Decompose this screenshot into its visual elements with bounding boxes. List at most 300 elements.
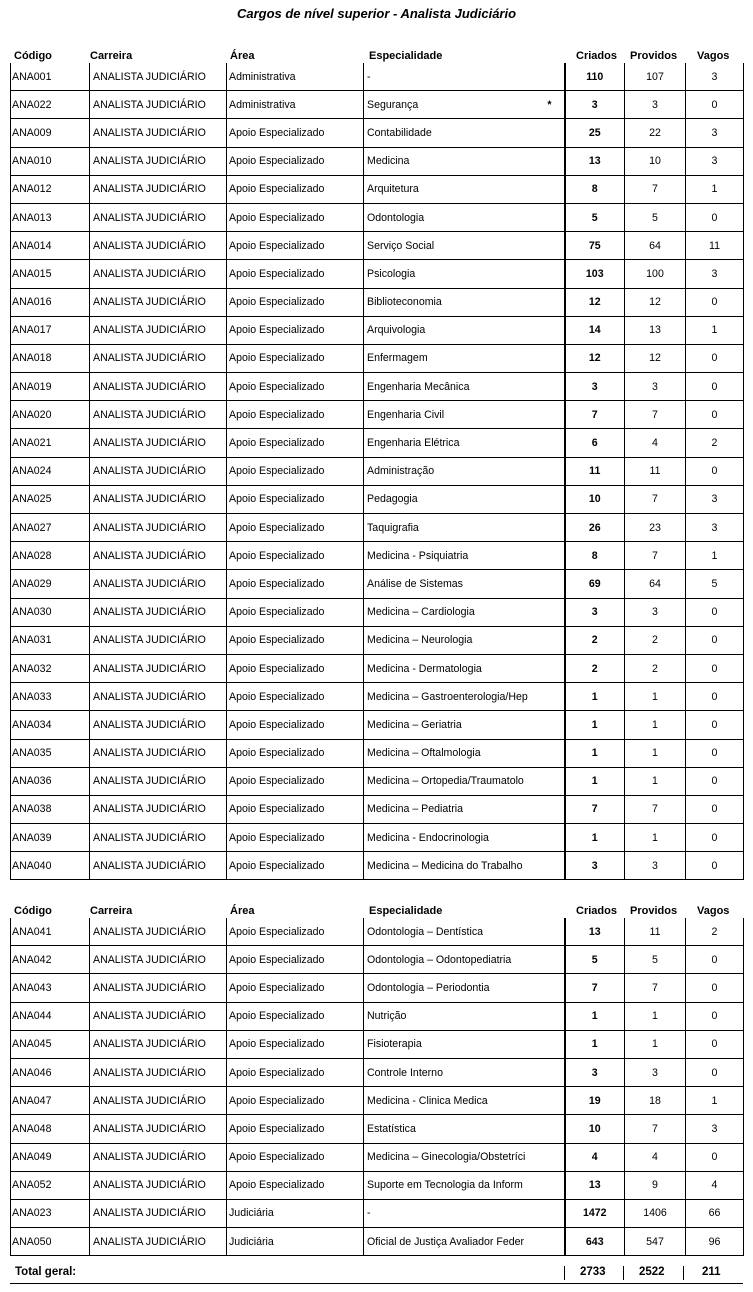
cell-codigo: ANA048 xyxy=(11,1115,90,1143)
cell-criados: 19 xyxy=(565,1087,625,1115)
cell-area: Apoio Especializado xyxy=(227,711,364,739)
cell-criados: 26 xyxy=(565,514,625,542)
table-header-2 xyxy=(0,905,753,919)
table-row xyxy=(11,824,744,852)
header-providos: Providos xyxy=(630,50,678,62)
cell-carreira: ANALISTA JUDICIÁRIO xyxy=(90,1199,227,1227)
cell-criados: 25 xyxy=(565,119,625,147)
cell-especialidade xyxy=(364,626,565,654)
cell-vagos: 0 xyxy=(686,1143,744,1171)
cell-especialidade xyxy=(364,316,565,344)
cell-especialidade xyxy=(364,1199,565,1227)
cell-especialidade xyxy=(364,683,565,711)
cell-area: Apoio Especializado xyxy=(227,1171,364,1199)
cell-area: Apoio Especializado xyxy=(227,683,364,711)
cell-carreira: ANALISTA JUDICIÁRIO xyxy=(90,654,227,682)
cell-vagos: 0 xyxy=(686,767,744,795)
cell-codigo: ANA042 xyxy=(11,946,90,974)
table-row xyxy=(11,344,744,372)
cell-providos: 3 xyxy=(625,91,686,119)
cell-carreira: ANALISTA JUDICIÁRIO xyxy=(90,232,227,260)
cell-providos: 7 xyxy=(625,485,686,513)
table-row xyxy=(11,1143,744,1171)
cell-carreira: ANALISTA JUDICIÁRIO xyxy=(90,1002,227,1030)
header-carreira: Carreira xyxy=(90,50,133,62)
cell-vagos: 5 xyxy=(686,570,744,598)
table-row xyxy=(11,570,744,598)
cell-especialidade xyxy=(364,1030,565,1058)
cell-codigo: ANA047 xyxy=(11,1087,90,1115)
cell-criados: 8 xyxy=(565,175,625,203)
cell-especialidade xyxy=(364,711,565,739)
total-providos: 2522 xyxy=(639,1266,665,1278)
cell-codigo: ANA046 xyxy=(11,1058,90,1086)
cell-criados: 1 xyxy=(565,739,625,767)
especialidade-text: Fisioterapia xyxy=(367,1038,422,1051)
table-row xyxy=(11,1030,744,1058)
cell-codigo: ANA050 xyxy=(11,1228,90,1256)
cell-especialidade xyxy=(364,373,565,401)
cell-especialidade xyxy=(364,739,565,767)
especialidade-text: Odontologia – Dentística xyxy=(367,925,484,938)
table-row xyxy=(11,654,744,682)
especialidade-text: Serviço Social xyxy=(367,239,435,252)
cell-providos: 1 xyxy=(625,739,686,767)
cell-carreira: ANALISTA JUDICIÁRIO xyxy=(90,570,227,598)
cell-criados: 3 xyxy=(565,1058,625,1086)
cell-area: Apoio Especializado xyxy=(227,767,364,795)
cell-area: Apoio Especializado xyxy=(227,1115,364,1143)
cell-carreira: ANALISTA JUDICIÁRIO xyxy=(90,401,227,429)
cell-providos: 1 xyxy=(625,767,686,795)
cell-vagos: 3 xyxy=(686,485,744,513)
header-vagos: Vagos xyxy=(697,50,730,62)
cell-providos: 7 xyxy=(625,175,686,203)
cell-codigo: ANA019 xyxy=(11,373,90,401)
cell-codigo: ANA016 xyxy=(11,288,90,316)
especialidade-text: Taquigrafia xyxy=(367,521,419,534)
cell-providos: 12 xyxy=(625,344,686,372)
cell-providos: 64 xyxy=(625,570,686,598)
cell-codigo: ANA014 xyxy=(11,232,90,260)
table-row xyxy=(11,767,744,795)
cell-criados: 7 xyxy=(565,974,625,1002)
cell-especialidade xyxy=(364,1058,565,1086)
especialidade-text: Medicina – Ginecologia/Obstetríci xyxy=(367,1151,526,1164)
cell-codigo: ANA041 xyxy=(11,918,90,946)
cell-vagos: 3 xyxy=(686,1115,744,1143)
cell-vagos: 0 xyxy=(686,203,744,231)
cell-providos: 4 xyxy=(625,429,686,457)
cell-providos: 1406 xyxy=(625,1199,686,1227)
cell-providos: 7 xyxy=(625,974,686,1002)
cell-criados: 12 xyxy=(565,288,625,316)
cell-providos: 107 xyxy=(625,63,686,91)
page-title: Cargos de nível superior - Analista Judiciário xyxy=(236,6,517,21)
cell-especialidade xyxy=(364,767,565,795)
cell-carreira: ANALISTA JUDICIÁRIO xyxy=(90,795,227,823)
especialidade-text: Odontologia – Odontopediatria xyxy=(367,953,512,966)
especialidade-text: Arquitetura xyxy=(367,183,419,196)
cell-criados: 110 xyxy=(565,63,625,91)
cell-codigo: ANA033 xyxy=(11,683,90,711)
cell-providos: 10 xyxy=(625,147,686,175)
cell-vagos: 1 xyxy=(686,542,744,570)
cell-codigo: ANA044 xyxy=(11,1002,90,1030)
cell-vagos: 0 xyxy=(686,711,744,739)
cell-carreira: ANALISTA JUDICIÁRIO xyxy=(90,429,227,457)
header-criados: Criados xyxy=(576,905,617,917)
cell-area: Apoio Especializado xyxy=(227,739,364,767)
cell-criados: 14 xyxy=(565,316,625,344)
cell-carreira: ANALISTA JUDICIÁRIO xyxy=(90,598,227,626)
table-row xyxy=(11,739,744,767)
cell-codigo: ANA029 xyxy=(11,570,90,598)
table-row xyxy=(11,1228,744,1256)
especialidade-text: Medicina – Neurologia xyxy=(367,634,473,647)
cell-area: Apoio Especializado xyxy=(227,1002,364,1030)
cell-criados: 3 xyxy=(565,598,625,626)
table-row xyxy=(11,485,744,513)
cell-area: Apoio Especializado xyxy=(227,824,364,852)
table-row xyxy=(11,1087,744,1115)
cell-carreira: ANALISTA JUDICIÁRIO xyxy=(90,203,227,231)
table-row xyxy=(11,1199,744,1227)
cell-carreira: ANALISTA JUDICIÁRIO xyxy=(90,683,227,711)
cell-especialidade xyxy=(364,401,565,429)
total-criados: 2733 xyxy=(580,1266,606,1278)
cell-area: Apoio Especializado xyxy=(227,795,364,823)
positions-table-2 xyxy=(10,918,744,1256)
cell-vagos: 11 xyxy=(686,232,744,260)
especialidade-text: Medicina - Dermatologia xyxy=(367,662,482,675)
header-area: Área xyxy=(230,50,255,62)
especialidade-text: Medicina - Psiquiatria xyxy=(367,549,469,562)
cell-area: Apoio Especializado xyxy=(227,203,364,231)
footnote-marker: * xyxy=(547,98,552,111)
table-row xyxy=(11,457,744,485)
cell-criados: 13 xyxy=(565,147,625,175)
especialidade-text: Controle Interno xyxy=(367,1066,443,1079)
cell-codigo: ANA021 xyxy=(11,429,90,457)
cell-vagos: 0 xyxy=(686,373,744,401)
table-row xyxy=(11,683,744,711)
cell-providos: 5 xyxy=(625,946,686,974)
table-row xyxy=(11,1002,744,1030)
cell-especialidade xyxy=(364,1115,565,1143)
cell-criados: 643 xyxy=(565,1228,625,1256)
table-row xyxy=(11,852,744,880)
cell-vagos: 0 xyxy=(686,626,744,654)
cell-area: Apoio Especializado xyxy=(227,119,364,147)
cell-vagos: 0 xyxy=(686,824,744,852)
especialidade-text: Medicina - Clinica Medica xyxy=(367,1094,488,1107)
cell-especialidade xyxy=(364,1143,565,1171)
cell-providos: 12 xyxy=(625,288,686,316)
especialidade-text: Contabilidade xyxy=(367,126,432,139)
cell-codigo: ANA043 xyxy=(11,974,90,1002)
cell-providos: 1 xyxy=(625,824,686,852)
cell-area: Apoio Especializado xyxy=(227,457,364,485)
total-row xyxy=(10,1263,743,1284)
cell-codigo: ANA028 xyxy=(11,542,90,570)
cell-providos: 2 xyxy=(625,626,686,654)
cell-vagos: 0 xyxy=(686,1058,744,1086)
especialidade-text: Oficial de Justiça Avaliador Feder xyxy=(367,1235,525,1248)
especialidade-text: Nutrição xyxy=(367,1010,407,1023)
cell-especialidade xyxy=(364,203,565,231)
table-row xyxy=(11,946,744,974)
especialidade-text: Suporte em Tecnologia da Inform xyxy=(367,1179,523,1192)
cell-carreira: ANALISTA JUDICIÁRIO xyxy=(90,147,227,175)
table-row xyxy=(11,1115,744,1143)
especialidade-text: Engenharia Elétrica xyxy=(367,437,460,450)
header-codigo: Código xyxy=(14,905,52,917)
header-providos: Providos xyxy=(630,905,678,917)
cell-criados: 13 xyxy=(565,1171,625,1199)
cell-carreira: ANALISTA JUDICIÁRIO xyxy=(90,946,227,974)
cell-vagos: 3 xyxy=(686,514,744,542)
cell-providos: 3 xyxy=(625,373,686,401)
especialidade-text: Psicologia xyxy=(367,267,416,280)
cell-vagos: 66 xyxy=(686,1199,744,1227)
cell-providos: 9 xyxy=(625,1171,686,1199)
especialidade-text: Estatística xyxy=(367,1122,416,1135)
especialidade-text: Medicina – Oftalmologia xyxy=(367,747,481,760)
cell-vagos: 0 xyxy=(686,683,744,711)
cell-providos: 1 xyxy=(625,1030,686,1058)
cell-codigo: ANA025 xyxy=(11,485,90,513)
cell-criados: 1 xyxy=(565,1002,625,1030)
cell-carreira: ANALISTA JUDICIÁRIO xyxy=(90,260,227,288)
cell-codigo: ANA030 xyxy=(11,598,90,626)
cell-criados: 1 xyxy=(565,1030,625,1058)
cell-providos: 5 xyxy=(625,203,686,231)
cell-carreira: ANALISTA JUDICIÁRIO xyxy=(90,373,227,401)
especialidade-text: Pedagogia xyxy=(367,493,418,506)
cell-codigo: ANA017 xyxy=(11,316,90,344)
cell-carreira: ANALISTA JUDICIÁRIO xyxy=(90,974,227,1002)
cell-criados: 6 xyxy=(565,429,625,457)
cell-criados: 3 xyxy=(565,373,625,401)
cell-area: Administrativa xyxy=(227,91,364,119)
cell-criados: 10 xyxy=(565,1115,625,1143)
cell-codigo: ANA001 xyxy=(11,63,90,91)
cell-criados: 5 xyxy=(565,203,625,231)
cell-area: Apoio Especializado xyxy=(227,654,364,682)
cell-area: Judiciária xyxy=(227,1199,364,1227)
cell-especialidade xyxy=(364,485,565,513)
cell-carreira: ANALISTA JUDICIÁRIO xyxy=(90,626,227,654)
header-carreira: Carreira xyxy=(90,905,133,917)
cell-vagos: 0 xyxy=(686,288,744,316)
cell-criados: 7 xyxy=(565,401,625,429)
cell-criados: 103 xyxy=(565,260,625,288)
especialidade-text: Biblioteconomia xyxy=(367,296,442,309)
table-row xyxy=(11,974,744,1002)
cell-especialidade xyxy=(364,147,565,175)
cell-especialidade xyxy=(364,1228,565,1256)
especialidade-text: Enfermagem xyxy=(367,352,428,365)
cell-criados: 1472 xyxy=(565,1199,625,1227)
cell-especialidade xyxy=(364,119,565,147)
cell-carreira: ANALISTA JUDICIÁRIO xyxy=(90,824,227,852)
cell-area: Apoio Especializado xyxy=(227,946,364,974)
cell-codigo: ANA031 xyxy=(11,626,90,654)
especialidade-text: Medicina – Gastroenterologia/Hep xyxy=(367,690,528,703)
especialidade-text: Engenharia Civil xyxy=(367,408,445,421)
cell-criados: 11 xyxy=(565,457,625,485)
cell-codigo: ANA045 xyxy=(11,1030,90,1058)
cell-especialidade xyxy=(364,918,565,946)
cell-criados: 1 xyxy=(565,824,625,852)
table-row xyxy=(11,203,744,231)
cell-codigo: ANA012 xyxy=(11,175,90,203)
especialidade-text: Segurança xyxy=(367,98,419,111)
cell-providos: 11 xyxy=(625,457,686,485)
cell-providos: 3 xyxy=(625,598,686,626)
cell-providos: 22 xyxy=(625,119,686,147)
cell-providos: 7 xyxy=(625,795,686,823)
table-row xyxy=(11,626,744,654)
cell-vagos: 1 xyxy=(686,1087,744,1115)
table-row xyxy=(11,119,744,147)
cell-carreira: ANALISTA JUDICIÁRIO xyxy=(90,542,227,570)
cell-providos: 7 xyxy=(625,542,686,570)
table-row xyxy=(11,147,744,175)
cell-vagos: 0 xyxy=(686,739,744,767)
table-row xyxy=(11,288,744,316)
cell-especialidade xyxy=(364,288,565,316)
header-area: Área xyxy=(230,905,255,917)
cell-especialidade xyxy=(364,429,565,457)
cell-area: Apoio Especializado xyxy=(227,288,364,316)
cell-vagos: 0 xyxy=(686,852,744,880)
cell-providos: 1 xyxy=(625,683,686,711)
table-row xyxy=(11,918,744,946)
table-row xyxy=(11,1171,744,1199)
cell-especialidade xyxy=(364,91,565,119)
cell-providos: 64 xyxy=(625,232,686,260)
cell-especialidade xyxy=(364,654,565,682)
cell-providos: 1 xyxy=(625,711,686,739)
cell-codigo: ANA052 xyxy=(11,1171,90,1199)
cell-vagos: 0 xyxy=(686,946,744,974)
cell-vagos: 2 xyxy=(686,918,744,946)
cell-vagos: 0 xyxy=(686,344,744,372)
cell-vagos: 0 xyxy=(686,457,744,485)
cell-vagos: 0 xyxy=(686,795,744,823)
header-especialidade: Especialidade xyxy=(369,905,443,917)
cell-criados: 7 xyxy=(565,795,625,823)
header-especialidade: Especialidade xyxy=(369,50,443,62)
cell-area: Apoio Especializado xyxy=(227,485,364,513)
cell-codigo: ANA018 xyxy=(11,344,90,372)
especialidade-text: Medicina – Pediatria xyxy=(367,803,463,816)
cell-codigo: ANA023 xyxy=(11,1199,90,1227)
especialidade-text: Odontologia – Periodontia xyxy=(367,981,490,994)
cell-area: Apoio Especializado xyxy=(227,852,364,880)
cell-carreira: ANALISTA JUDICIÁRIO xyxy=(90,711,227,739)
cell-codigo: ANA036 xyxy=(11,767,90,795)
cell-providos: 2 xyxy=(625,654,686,682)
cell-providos: 3 xyxy=(625,1058,686,1086)
cell-criados: 69 xyxy=(565,570,625,598)
cell-vagos: 0 xyxy=(686,654,744,682)
cell-codigo: ANA040 xyxy=(11,852,90,880)
cell-area: Apoio Especializado xyxy=(227,260,364,288)
cell-carreira: ANALISTA JUDICIÁRIO xyxy=(90,175,227,203)
especialidade-text: Administração xyxy=(367,465,435,478)
especialidade-text: Medicina – Medicina do Trabalho xyxy=(367,859,523,872)
positions-table-1 xyxy=(10,63,744,880)
cell-especialidade xyxy=(364,852,565,880)
especialidade-text: Medicina xyxy=(367,155,410,168)
table-row xyxy=(11,514,744,542)
cell-carreira: ANALISTA JUDICIÁRIO xyxy=(90,1143,227,1171)
cell-especialidade xyxy=(364,63,565,91)
cell-area: Apoio Especializado xyxy=(227,598,364,626)
cell-codigo: ANA010 xyxy=(11,147,90,175)
table-row xyxy=(11,429,744,457)
table-row xyxy=(11,91,744,119)
cell-area: Apoio Especializado xyxy=(227,514,364,542)
cell-especialidade xyxy=(364,175,565,203)
especialidade-text: Arquivologia xyxy=(367,324,426,337)
cell-providos: 547 xyxy=(625,1228,686,1256)
cell-carreira: ANALISTA JUDICIÁRIO xyxy=(90,485,227,513)
cell-especialidade xyxy=(364,457,565,485)
cell-vagos: 3 xyxy=(686,260,744,288)
cell-criados: 3 xyxy=(565,852,625,880)
cell-criados: 13 xyxy=(565,918,625,946)
cell-area: Apoio Especializado xyxy=(227,1087,364,1115)
cell-vagos: 0 xyxy=(686,1030,744,1058)
cell-area: Apoio Especializado xyxy=(227,344,364,372)
cell-vagos: 0 xyxy=(686,974,744,1002)
cell-area: Apoio Especializado xyxy=(227,542,364,570)
cell-especialidade xyxy=(364,542,565,570)
cell-vagos: 3 xyxy=(686,63,744,91)
cell-carreira: ANALISTA JUDICIÁRIO xyxy=(90,1228,227,1256)
cell-criados: 1 xyxy=(565,683,625,711)
especialidade-text: Medicina - Endocrinologia xyxy=(367,831,489,844)
cell-especialidade xyxy=(364,598,565,626)
cell-vagos: 0 xyxy=(686,91,744,119)
cell-especialidade xyxy=(364,1002,565,1030)
cell-especialidade xyxy=(364,514,565,542)
cell-vagos: 4 xyxy=(686,1171,744,1199)
cell-carreira: ANALISTA JUDICIÁRIO xyxy=(90,1058,227,1086)
cell-especialidade xyxy=(364,824,565,852)
table-row xyxy=(11,373,744,401)
cell-carreira: ANALISTA JUDICIÁRIO xyxy=(90,63,227,91)
cell-codigo: ANA022 xyxy=(11,91,90,119)
cell-vagos: 1 xyxy=(686,175,744,203)
cell-area: Administrativa xyxy=(227,63,364,91)
cell-area: Apoio Especializado xyxy=(227,626,364,654)
cell-especialidade xyxy=(364,946,565,974)
cell-carreira: ANALISTA JUDICIÁRIO xyxy=(90,1087,227,1115)
cell-codigo: ANA034 xyxy=(11,711,90,739)
cell-especialidade xyxy=(364,344,565,372)
cell-area: Apoio Especializado xyxy=(227,570,364,598)
cell-vagos: 0 xyxy=(686,1002,744,1030)
especialidade-text: Medicina – Cardiologia xyxy=(367,606,475,619)
cell-carreira: ANALISTA JUDICIÁRIO xyxy=(90,1115,227,1143)
especialidade-text: - xyxy=(367,1207,371,1220)
especialidade-text: Medicina – Geriatria xyxy=(367,718,462,731)
